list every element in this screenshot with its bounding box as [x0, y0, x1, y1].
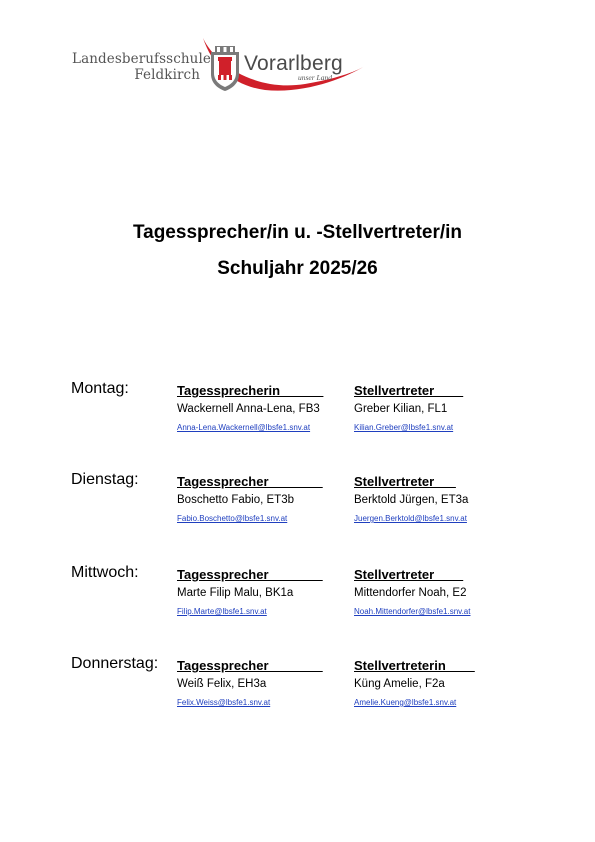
- deputy-column-header: Stellvertreter: [354, 474, 456, 489]
- deputy-name: Greber Kilian, FL1: [354, 403, 448, 415]
- speaker-column-header: Tagessprecher: [177, 474, 323, 489]
- speaker-name: Weiß Felix, EH3a: [177, 678, 267, 690]
- school-year-title: Schuljahr 2025/26: [217, 258, 378, 279]
- deputy-name: Küng Amelie, F2a: [354, 678, 445, 690]
- school-name-line2: Feldkirch: [134, 67, 200, 83]
- region-motto: unser Land: [298, 73, 332, 82]
- deputy-email-link[interactable]: Juergen.Berktold@lbsfe1.snv.at: [354, 514, 467, 523]
- school-name: [72, 51, 211, 83]
- deputy-email-link[interactable]: Kilian.Greber@lbsfe1.snv.at: [354, 423, 454, 432]
- day-block-thursday: [0, 655, 595, 725]
- vorarlberg-crest-icon: [209, 44, 241, 92]
- speaker-name: Boschetto Fabio, ET3b: [177, 494, 294, 506]
- day-block-wednesday: [0, 564, 595, 634]
- deputy-name: Berktold Jürgen, ET3a: [354, 494, 469, 506]
- speaker-name: Wackernell Anna-Lena, FB3: [177, 403, 320, 415]
- day-block-tuesday: [0, 471, 595, 541]
- speaker-email-link[interactable]: Anna-Lena.Wackernell@lbsfe1.snv.at: [177, 423, 311, 432]
- speaker-email-link[interactable]: Filip.Marte@lbsfe1.snv.at: [177, 607, 267, 616]
- speaker-name: Marte Filip Malu, BK1a: [177, 587, 294, 599]
- day-label: Dienstag:: [71, 471, 139, 488]
- deputy-email-link[interactable]: Noah.Mittendorfer@lbsfe1.snv.at: [354, 607, 471, 616]
- deputy-name: Mittendorfer Noah, E2: [354, 587, 467, 599]
- deputy-column-header: Stellvertreterin____: [354, 658, 475, 673]
- region-name: Vorarlberg: [244, 52, 343, 75]
- deputy-column-header: Stellvertreter____: [354, 567, 464, 582]
- day-block-monday: [0, 380, 595, 450]
- day-label: Montag:: [71, 380, 129, 397]
- speaker-email-link[interactable]: Felix.Weiss@lbsfe1.snv.at: [177, 698, 271, 707]
- speaker-email-link[interactable]: Fabio.Boschetto@lbsfe1.snv.at: [177, 514, 288, 523]
- deputy-email-link[interactable]: Amelie.Kueng@lbsfe1.snv.at: [354, 698, 457, 707]
- school-name-line1: Landesberufsschule: [72, 51, 211, 67]
- speaker-column-header: Tagessprecherin: [177, 383, 324, 398]
- deputy-column-header: Stellvertreter____: [354, 383, 464, 398]
- day-label: Donnerstag:: [71, 655, 159, 672]
- day-label: Mittwoch:: [71, 564, 139, 581]
- speaker-column-header: Tagessprecher: [177, 567, 323, 582]
- speaker-column-header: Tagessprecher: [177, 658, 323, 673]
- document-title: Tagessprecher/in u. -Stellvertreter/in: [132, 222, 463, 243]
